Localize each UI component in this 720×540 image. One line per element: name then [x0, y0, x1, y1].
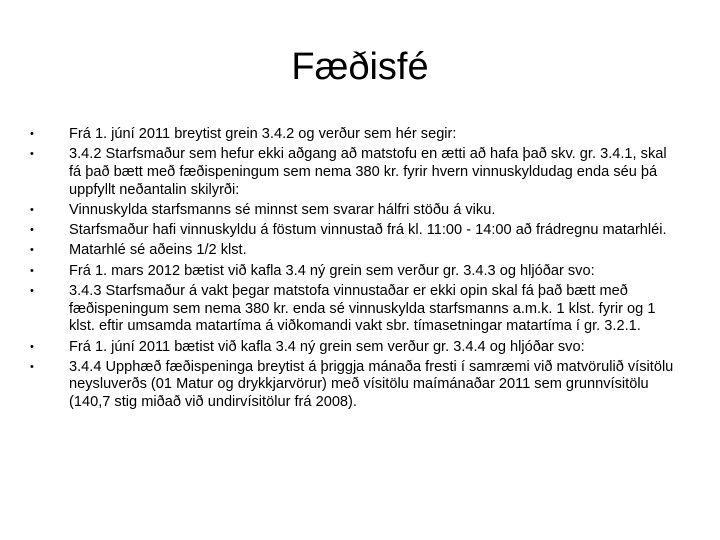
bullet-dot-icon: • — [30, 224, 34, 237]
bullet-text: Starfsmaður hafi vinnuskyldu á föstum vinnustað frá kl. 11:00 - 14:00 að frádregnu matarhléi. — [69, 222, 667, 239]
bullet-dot-icon: • — [30, 264, 34, 277]
bullet-dot-icon: • — [30, 148, 34, 161]
bullet-dot-icon: • — [30, 360, 34, 373]
bullet-item — [30, 146, 680, 199]
bullet-item — [30, 202, 680, 220]
bullet-text: Vinnuskylda starfsmanns sé minnst sem svarar hálfri stöðu á viku. — [69, 201, 496, 218]
bullet-dot-icon: • — [30, 203, 34, 216]
bullet-dot-icon: • — [30, 284, 34, 297]
bullet-item — [30, 242, 680, 260]
bullet-text: Frá 1. mars 2012 bætist við kafla 3.4 ný grein sem verður gr. 3.4.3 og hljóðar svo: — [69, 262, 595, 279]
slide-title: Fæðisfé — [291, 46, 429, 88]
bullet-dot-icon: • — [30, 244, 34, 257]
bullet-item — [30, 222, 680, 240]
bullet-list — [30, 126, 680, 414]
bullet-item — [30, 263, 680, 281]
bullet-item — [30, 339, 680, 357]
bullet-text: 3.4.4 Upphæð fæðispeninga breytist á þriggja mánaða fresti í samræmi við matvörulið vísitölu neysluverðs (01 Matur og drykkjarvörur) með vísitölu maímánaðar 2011 sem grunnvísitölu (140,7 stig miðað við undirvísitölur frá 2008). — [69, 358, 674, 411]
bullet-text: Frá 1. júní 2011 breytist grein 3.4.2 og verður sem hér segir: — [69, 126, 457, 142]
bullet-dot-icon: • — [30, 340, 34, 353]
bullet-item — [30, 126, 680, 144]
bullet-item — [30, 283, 680, 336]
bullet-text: Matarhlé sé aðeins 1/2 klst. — [69, 242, 247, 259]
bullet-item — [30, 359, 680, 412]
bullet-dot-icon: • — [30, 128, 34, 140]
bullet-text: 3.4.3 Starfsmaður á vakt þegar matstofa vinnustaðar er ekki opin skal fá það bætt með fæðispeningum sem nema 380 kr. enda sé vinnuskylda starfsmanns a.m.k. 1 klst. fyrir og 1 klst. eftir umsamda matartíma á viðkomandi vakt sbr. tímasetningar matartíma í gr. 3.2.1. — [69, 282, 656, 335]
bullet-text: 3.4.2 Starfsmaður sem hefur ekki aðgang að matstofu en ætti að hafa það skv. gr. 3.4.1, skal fá það bætt með fæðispeningum sem nema 380 kr. fyrir hvern vinnuskyldudag enda séu þá uppfyllt neðantalin skilyrði: — [69, 146, 667, 198]
bullet-text: Frá 1. júní 2011 bætist við kafla 3.4 ný grein sem verður gr. 3.4.4 og hljóðar svo: — [69, 338, 585, 355]
